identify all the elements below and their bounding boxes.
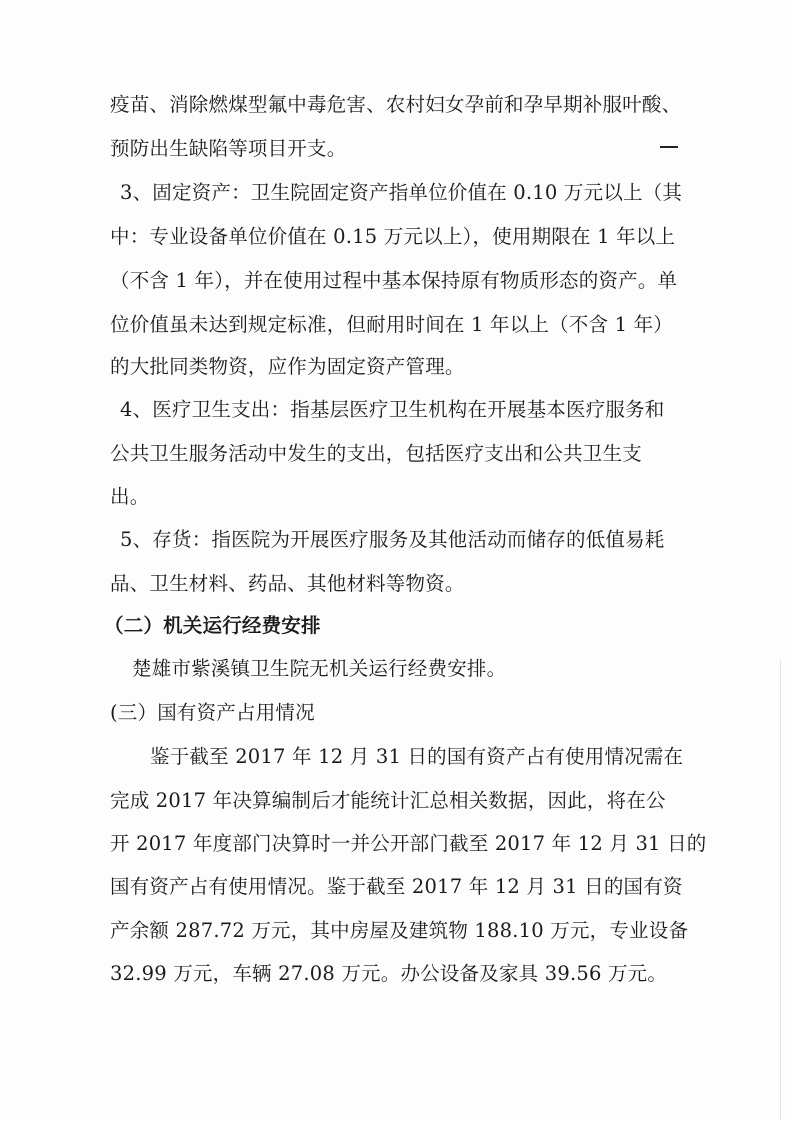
text-line: 位价值虽未达到规定标准，但耐用时间在 1 年以上（不含 1 年）: [110, 313, 674, 336]
text-line: 的大批同类物资，应作为固定资产管理。: [110, 355, 465, 378]
text-line: 开 2017 年度部门决算时一并公开部门截至 2017 年 12 月 31 日的: [110, 832, 707, 855]
text-line: 中：专业设备单位价值在 0.15 万元以上），使用期限在 1 年以上: [110, 225, 676, 248]
text-line: 品、卫生材料、药品、其他材料等物资。: [110, 572, 465, 595]
text-line: 完成 2017 年决算编制后才能统计汇总相关数据，因此，将在公: [110, 789, 666, 812]
text-line: 国有资产占有使用情况。鉴于截至 2017 年 12 月 31 日的国有资: [110, 875, 683, 898]
text-line: 5、存货：指医院为开展医疗服务及其他活动而储存的低值易耗: [120, 528, 665, 551]
stray-mark: [660, 146, 678, 148]
text-line: 预防出生缺陷等项目开支。: [110, 137, 347, 160]
text-line: 疫苗、消除燃煤型氟中毒危害、农村妇女孕前和孕早期补服叶酸、: [110, 93, 682, 116]
section-heading: (三）国有资产占用情况: [110, 701, 315, 724]
scan-edge: [780, 660, 781, 1120]
text-line: 公共卫生服务活动中发生的支出，包括医疗支出和公共卫生支: [110, 442, 642, 465]
text-line: 楚雄市紫溪镇卫生院无机关运行经费安排。: [132, 657, 507, 680]
text-line: （不含 1 年），并在使用过程中基本保持原有物质形态的资产。单: [110, 269, 678, 292]
text-line: 出。: [110, 485, 150, 508]
text-line: 32.99 万元，车辆 27.08 万元。办公设备及家具 39.56 万元。: [110, 962, 668, 985]
text-line: 鉴于截至 2017 年 12 月 31 日的国有资产占有使用情况需在: [150, 745, 684, 768]
text-line: 4、医疗卫生支出：指基层医疗卫生机构在开展基本医疗服务和: [120, 398, 665, 421]
section-heading: （二）机关运行经费安排: [104, 614, 321, 637]
text-line: 产余额 287.72 万元，其中房屋及建筑物 188.10 万元，专业设备: [110, 919, 689, 942]
text-line: 3、固定资产：卫生院固定资产指单位价值在 0.10 万元以上（其: [120, 181, 683, 204]
